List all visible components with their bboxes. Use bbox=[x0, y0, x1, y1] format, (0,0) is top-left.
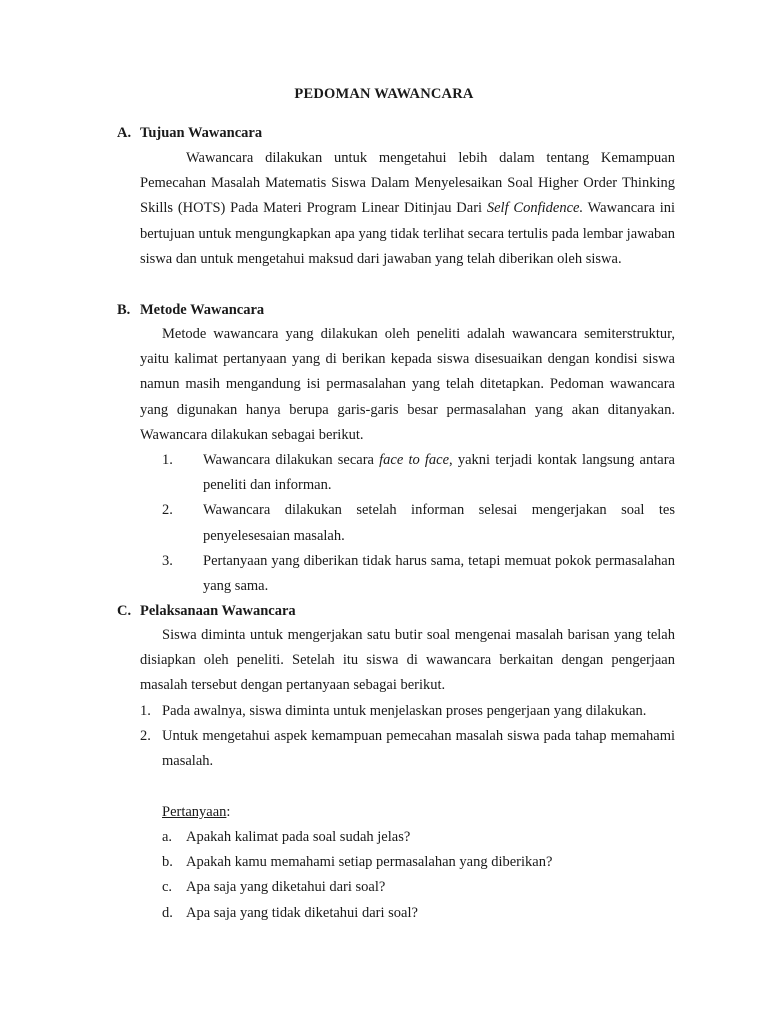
list-item: c. Apa saja yang diketahui dari soal? bbox=[162, 879, 386, 896]
section-c-letter: C. bbox=[117, 603, 132, 619]
pertanyaan-label: Pertanyaan: bbox=[162, 804, 231, 820]
section-c-text: Siswa diminta untuk mengerjakan satu butir soal mengenai masalah barisan yang telah disiapkan oleh peneliti. Setelah itu siswa di wawancara berkaitan dengan pengerjaan masalah tersebut dengan pertanyaan sebagai berikut. bbox=[140, 627, 675, 694]
section-c-title: Pelaksanaan Wawancara bbox=[140, 603, 296, 619]
section-b-heading bbox=[117, 302, 264, 319]
section-b-letter: B. bbox=[117, 302, 131, 318]
list-item: b. Apakah kamu memahami setiap permasalahan yang diberikan? bbox=[162, 854, 553, 871]
list-item: 2. Wawancara dilakukan setelah informan selesai mengerjakan soal tes penyelesesaian masalah. bbox=[162, 502, 675, 544]
section-c-heading bbox=[117, 603, 296, 620]
section-b-paragraph bbox=[140, 322, 675, 448]
section-a-letter: A. bbox=[117, 125, 132, 141]
section-b-list bbox=[140, 448, 675, 599]
section-a-text-2: Wawancara ini bertujuan untuk mengungkapkan apa yang tidak terlihat secara tertulis pada lembar jawaban siswa dan untuk mengetahui maksud dari jawaban yang telah diberikan oleh siswa. bbox=[140, 200, 675, 267]
list-item: 1. Pada awalnya, siswa diminta untuk menjelaskan proses pengerjaan yang dilakukan. bbox=[140, 703, 647, 719]
section-a-heading bbox=[117, 125, 262, 142]
section-c-paragraph bbox=[140, 623, 675, 699]
section-c-list bbox=[140, 699, 675, 775]
document-title: PEDOMAN WAWANCARA bbox=[294, 86, 474, 102]
question-list bbox=[162, 825, 675, 926]
list-item: 3. Pertanyaan yang diberikan tidak harus sama, tetapi memuat pokok permasalahan yang sama. bbox=[162, 552, 675, 595]
section-b-title: Metode Wawancara bbox=[140, 302, 265, 318]
section-a-text-1: Wawancara dilakukan untuk mengetahui lebih dalam tentang Kemampuan Pemecahan Masalah Matematis Siswa Dalam Menyelesaikan Soal Higher Order Thinking Skills (HOTS) Pada Materi Program Linear Ditinjau Dari bbox=[140, 150, 675, 217]
list-item: 1. Wawancara dilakukan secara face to face, yakni terjadi kontak langsung antara peneliti dan informan. bbox=[162, 452, 675, 494]
section-a-italic: Self Confidence. bbox=[486, 200, 584, 217]
section-a-paragraph bbox=[140, 146, 675, 272]
section-a-title: Tujuan Wawancara bbox=[140, 125, 263, 141]
list-item: d. Apa saja yang tidak diketahui dari soal? bbox=[162, 904, 418, 921]
section-b-text: Metode wawancara yang dilakukan oleh peneliti adalah wawancara semiterstruktur, yaitu kalimat pertanyaan yang di berikan kepada siswa disesuaikan dengan kondisi siswa namun masih mengandung isi permasalahan yang telah ditetapkan. Pedoman wawancara yang digunakan hanya berupa garis-garis besar permasalahan yang akan ditanyakan. Wawancara dilakukan sebagai berikut. bbox=[140, 326, 675, 443]
list-item: a. Apakah kalimat pada soal sudah jelas? bbox=[162, 829, 411, 845]
list-item: 2. Untuk mengetahui aspek kemampuan pemecahan masalah siswa pada tahap memahami masalah. bbox=[140, 728, 675, 770]
